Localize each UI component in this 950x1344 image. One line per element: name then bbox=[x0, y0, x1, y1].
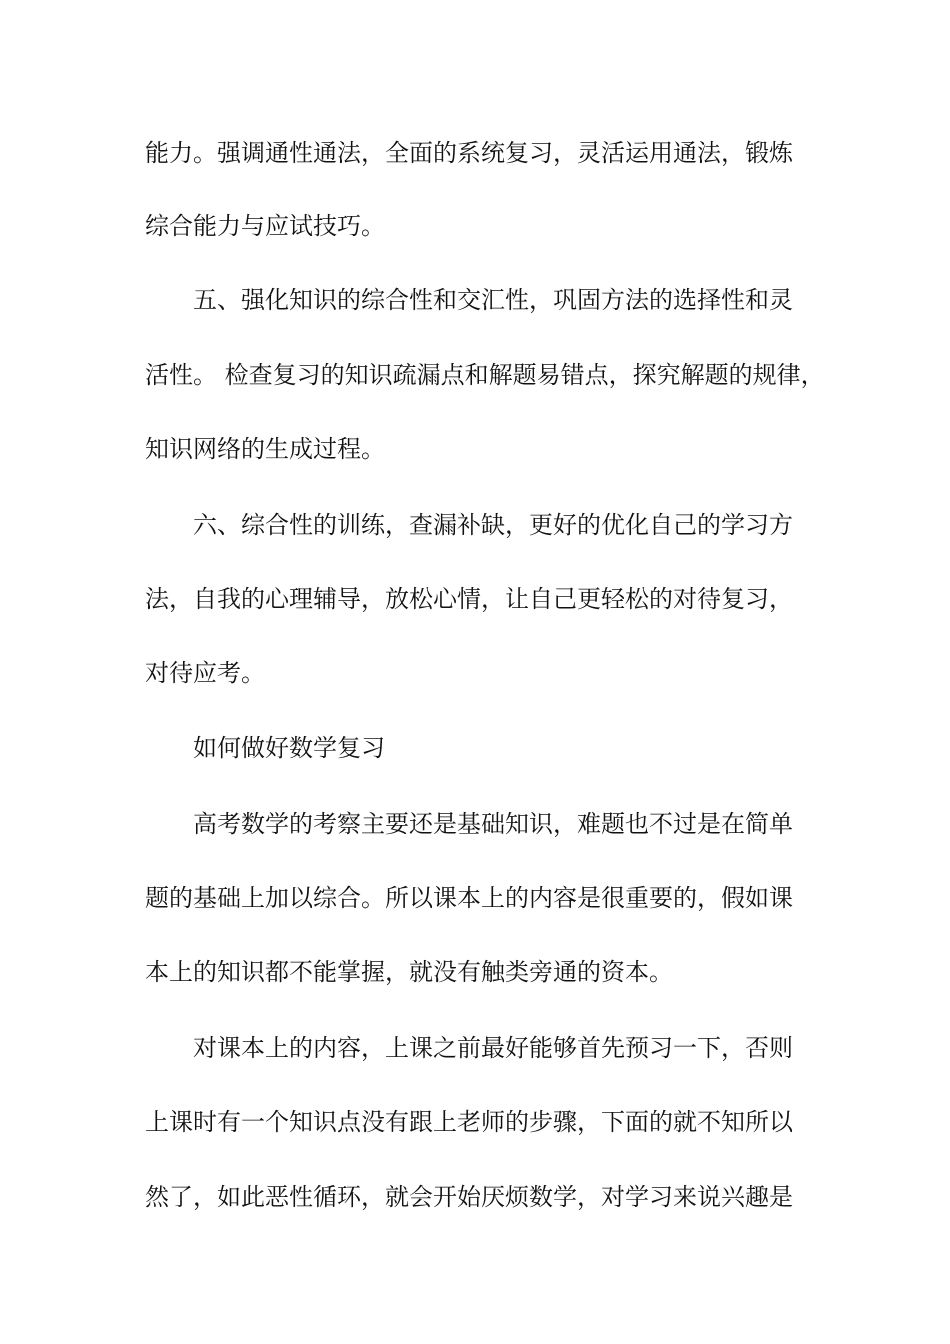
section-heading: 如何做好数学复习 bbox=[193, 734, 385, 762]
text-line: 知识网络的生成过程。 bbox=[145, 435, 385, 463]
text-line: 活性。 检查复习的知识疏漏点和解题易错点，探究解题的规律， bbox=[145, 361, 825, 389]
text-line: 法，自我的心理辅导，放松心情，让自己更轻松的对待复习， bbox=[145, 585, 793, 613]
text-line: 能力。强调通性通法，全面的系统复习，灵活运用通法，锻炼 bbox=[145, 139, 793, 167]
text-line: 然了，如此恶性循环，就会开始厌烦数学，对学习来说兴趣是 bbox=[145, 1183, 793, 1211]
paragraph-start-line: 高考数学的考察主要还是基础知识，难题也不过是在简单 bbox=[193, 810, 793, 838]
text-line: 对待应考。 bbox=[145, 659, 265, 687]
text-line: 综合能力与应试技巧。 bbox=[145, 212, 385, 240]
text-line: 题的基础上加以综合。所以课本上的内容是很重要的，假如课 bbox=[145, 884, 793, 912]
paragraph-start-line: 对课本上的内容，上课之前最好能够首先预习一下，否则 bbox=[193, 1034, 793, 1062]
paragraph-start-line: 五、强化知识的综合性和交汇性，巩固方法的选择性和灵 bbox=[193, 286, 793, 314]
text-line: 上课时有一个知识点没有跟上老师的步骤，下面的就不知所以 bbox=[145, 1108, 793, 1136]
text-line: 本上的知识都不能掌握，就没有触类旁通的资本。 bbox=[145, 958, 673, 986]
paragraph-start-line: 六、综合性的训练，查漏补缺，更好的优化自己的学习方 bbox=[193, 511, 793, 539]
